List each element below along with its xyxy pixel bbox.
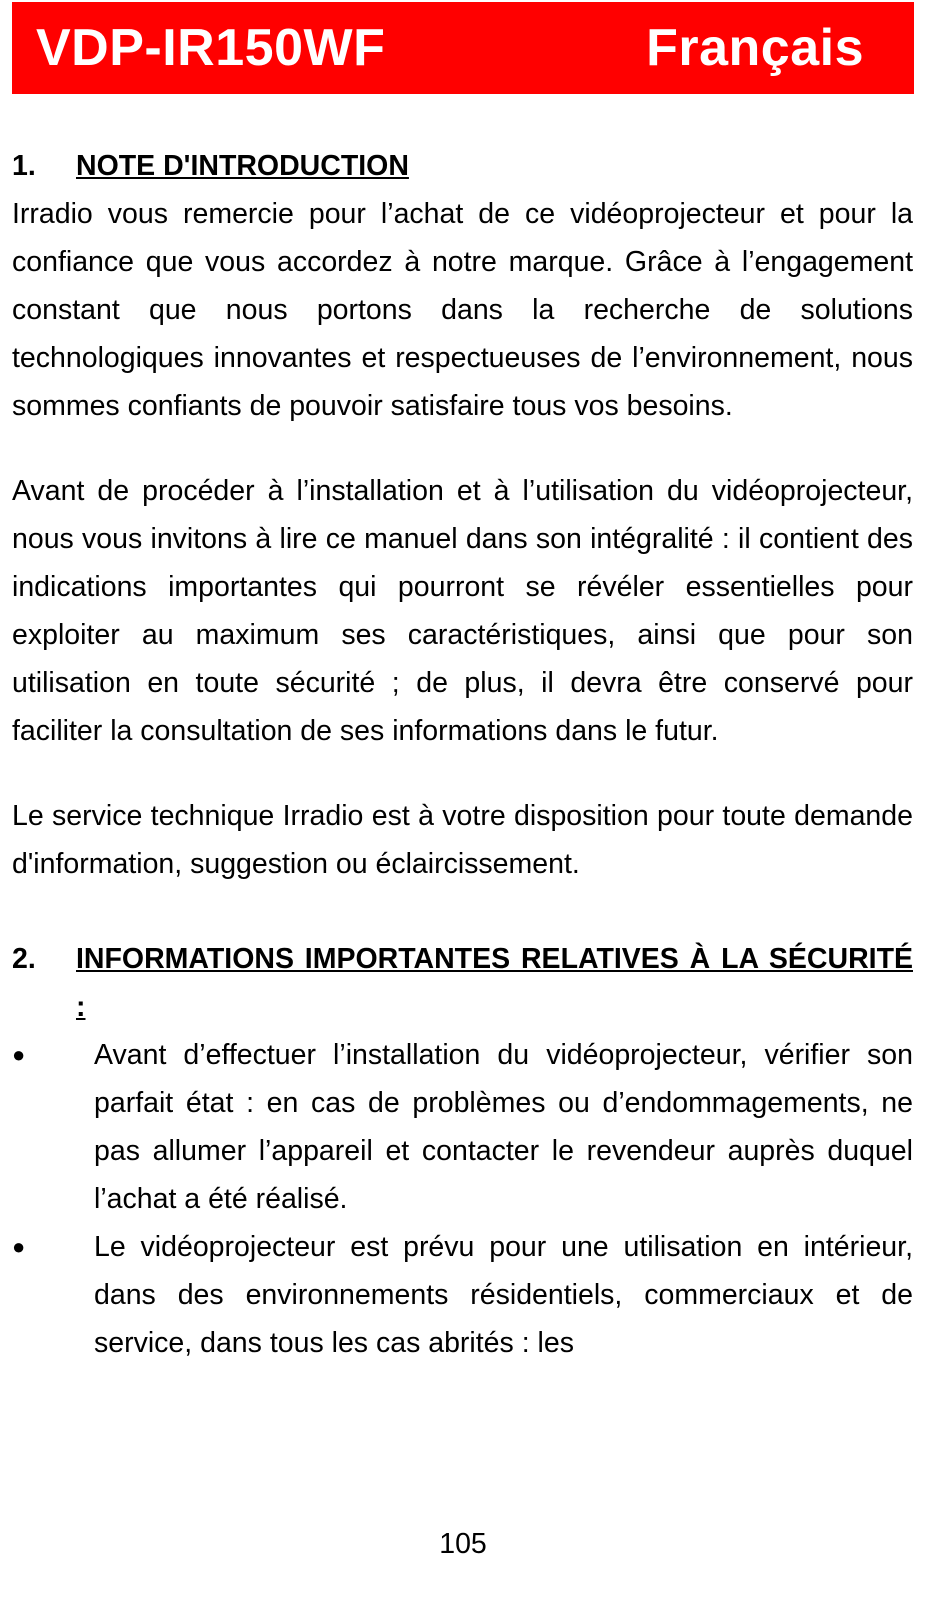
section-1-heading [12,142,913,190]
section-2-title: INFORMATIONS IMPORTANTES RELATIVES À LA SÉCURITÉ : [76,943,913,1023]
intro-paragraph-1: Irradio vous remercie pour l’achat de ce vidéoprojecteur et pour la confiance que vous accordez à notre marque. Grâce à l’engagement constant que nous portons dans la recherche de solutions technologiques innovantes et respectueuses de l’environnement, nous sommes confiants de pouvoir satisfaire tous vos besoins. [12,198,913,422]
safety-item-2: Le vidéoprojecteur est prévu pour une utilisation en intérieur, dans des environnements résidentiels, commerciaux et de service, dans tous les cas abrités : les [94,1231,913,1359]
intro-paragraph-3: Le service technique Irradio est à votre disposition pour toute demande d'information, suggestion ou éclaircissement. [12,800,913,880]
list-item [12,1031,913,1223]
page-number: 105 [439,1528,487,1560]
safety-list [12,1031,913,1367]
section-2-heading [12,935,913,1031]
section-1-title: NOTE D'INTRODUCTION [76,150,409,182]
safety-item-1: Avant d’effectuer l’installation du vidéoprojecteur, vérifier son parfait état : en cas de problèmes ou d’endommagements, ne pas allumer l’appareil et contacter le revendeur auprès duquel l’achat a été réalisé. [94,1039,913,1215]
page-content [12,142,913,1367]
page-header [12,2,914,94]
language-label: Français [646,19,864,77]
section-1-number: 1. [12,150,36,182]
intro-paragraph-2: Avant de procéder à l’installation et à l’utilisation du vidéoprojecteur, nous vous invitons à lire ce manuel dans son intégralité : il contient des indications importantes qui pourront se révéler essentielles pour exploiter au maximum ses caractéristiques, ainsi que pour son utilisation en toute sécurité ; de plus, il devra être conservé pour faciliter la consultation de ses informations dans le futur. [12,475,913,747]
model-name: VDP-IR150WF [36,19,386,77]
bullet-icon: ● [12,1234,26,1259]
section-2-number: 2. [12,943,36,975]
list-item [12,1223,913,1367]
bullet-icon: ● [12,1042,26,1067]
